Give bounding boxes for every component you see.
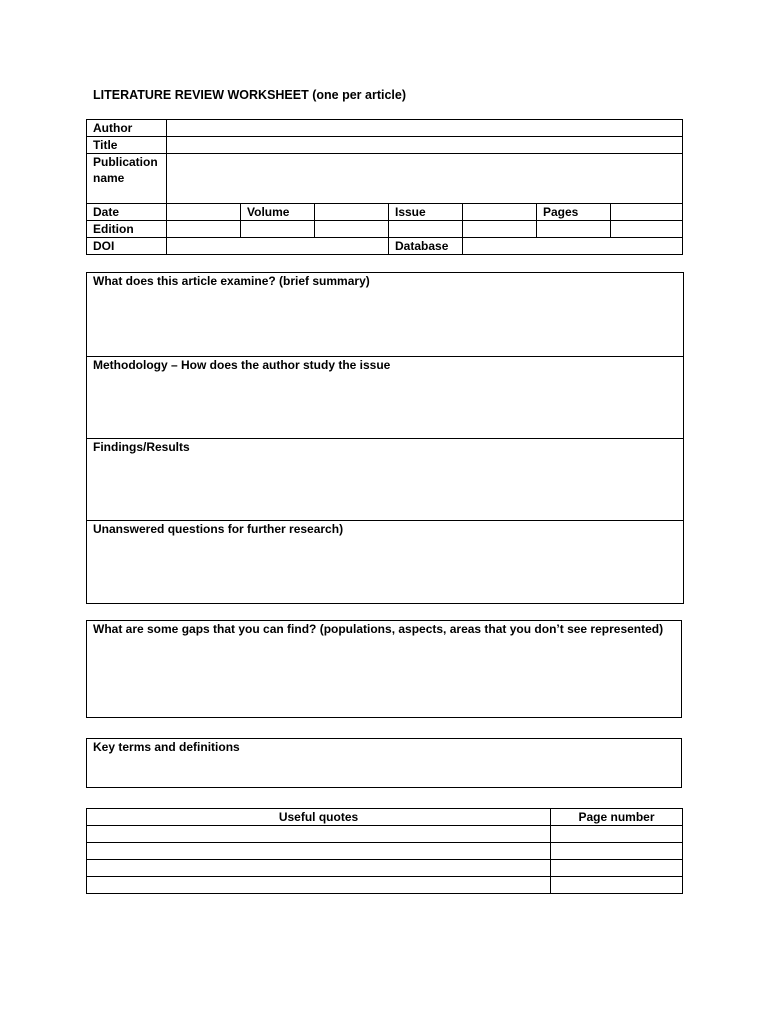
date-field[interactable] (167, 204, 241, 221)
publication-label: Publication name (87, 154, 167, 204)
author-row (87, 120, 683, 137)
edition-field[interactable] (167, 221, 241, 238)
pages-field[interactable] (611, 204, 683, 221)
findings-label: Findings/Results (93, 440, 190, 454)
key-terms-box[interactable] (86, 738, 682, 788)
findings-section[interactable] (87, 438, 683, 520)
key-terms-label: Key terms and definitions (93, 740, 240, 754)
edition-empty-1[interactable] (241, 221, 315, 238)
quote-cell[interactable] (87, 860, 551, 877)
page-cell[interactable] (551, 877, 683, 894)
unanswered-section[interactable] (87, 520, 683, 603)
publication-field[interactable] (167, 154, 683, 204)
quotes-header: Useful quotes (87, 809, 551, 826)
analysis-box (86, 272, 684, 604)
quote-cell[interactable] (87, 877, 551, 894)
table-row (87, 860, 683, 877)
table-row (87, 877, 683, 894)
doi-label: DOI (87, 238, 167, 255)
volume-label: Volume (241, 204, 315, 221)
author-label: Author (87, 120, 167, 137)
edition-empty-5[interactable] (537, 221, 611, 238)
publication-row (87, 154, 683, 204)
doi-row (87, 238, 683, 255)
database-label: Database (389, 238, 463, 255)
author-field[interactable] (167, 120, 683, 137)
table-row (87, 826, 683, 843)
unanswered-label: Unanswered questions for further research) (93, 522, 344, 536)
quote-cell[interactable] (87, 826, 551, 843)
summary-label: What does this article examine? (brief summary) (93, 274, 370, 288)
quotes-table (86, 808, 683, 894)
article-info-table (86, 119, 683, 255)
pages-label: Pages (537, 204, 611, 221)
volume-field[interactable] (315, 204, 389, 221)
edition-label: Edition (87, 221, 167, 238)
page-cell[interactable] (551, 826, 683, 843)
doi-field[interactable] (167, 238, 389, 255)
gaps-box[interactable] (86, 620, 682, 718)
gaps-label: What are some gaps that you can find? (populations, aspects, areas that you don’t see represented) (93, 622, 664, 636)
database-field[interactable] (463, 238, 683, 255)
page-number-header: Page number (551, 809, 683, 826)
edition-row (87, 221, 683, 238)
edition-empty-4[interactable] (463, 221, 537, 238)
title-field[interactable] (167, 137, 683, 154)
page-title: LITERATURE REVIEW WORKSHEET (one per article) (93, 88, 406, 102)
date-label: Date (87, 204, 167, 221)
edition-empty-6[interactable] (611, 221, 683, 238)
page-cell[interactable] (551, 860, 683, 877)
title-label: Title (87, 137, 167, 154)
title-row (87, 137, 683, 154)
quotes-header-row (87, 809, 683, 826)
summary-section[interactable] (87, 273, 683, 356)
page-cell[interactable] (551, 843, 683, 860)
edition-empty-2[interactable] (315, 221, 389, 238)
table-row (87, 843, 683, 860)
methodology-label: Methodology – How does the author study the issue (93, 358, 391, 372)
methodology-section[interactable] (87, 356, 683, 438)
date-row (87, 204, 683, 221)
issue-label: Issue (389, 204, 463, 221)
edition-empty-3[interactable] (389, 221, 463, 238)
quote-cell[interactable] (87, 843, 551, 860)
issue-field[interactable] (463, 204, 537, 221)
